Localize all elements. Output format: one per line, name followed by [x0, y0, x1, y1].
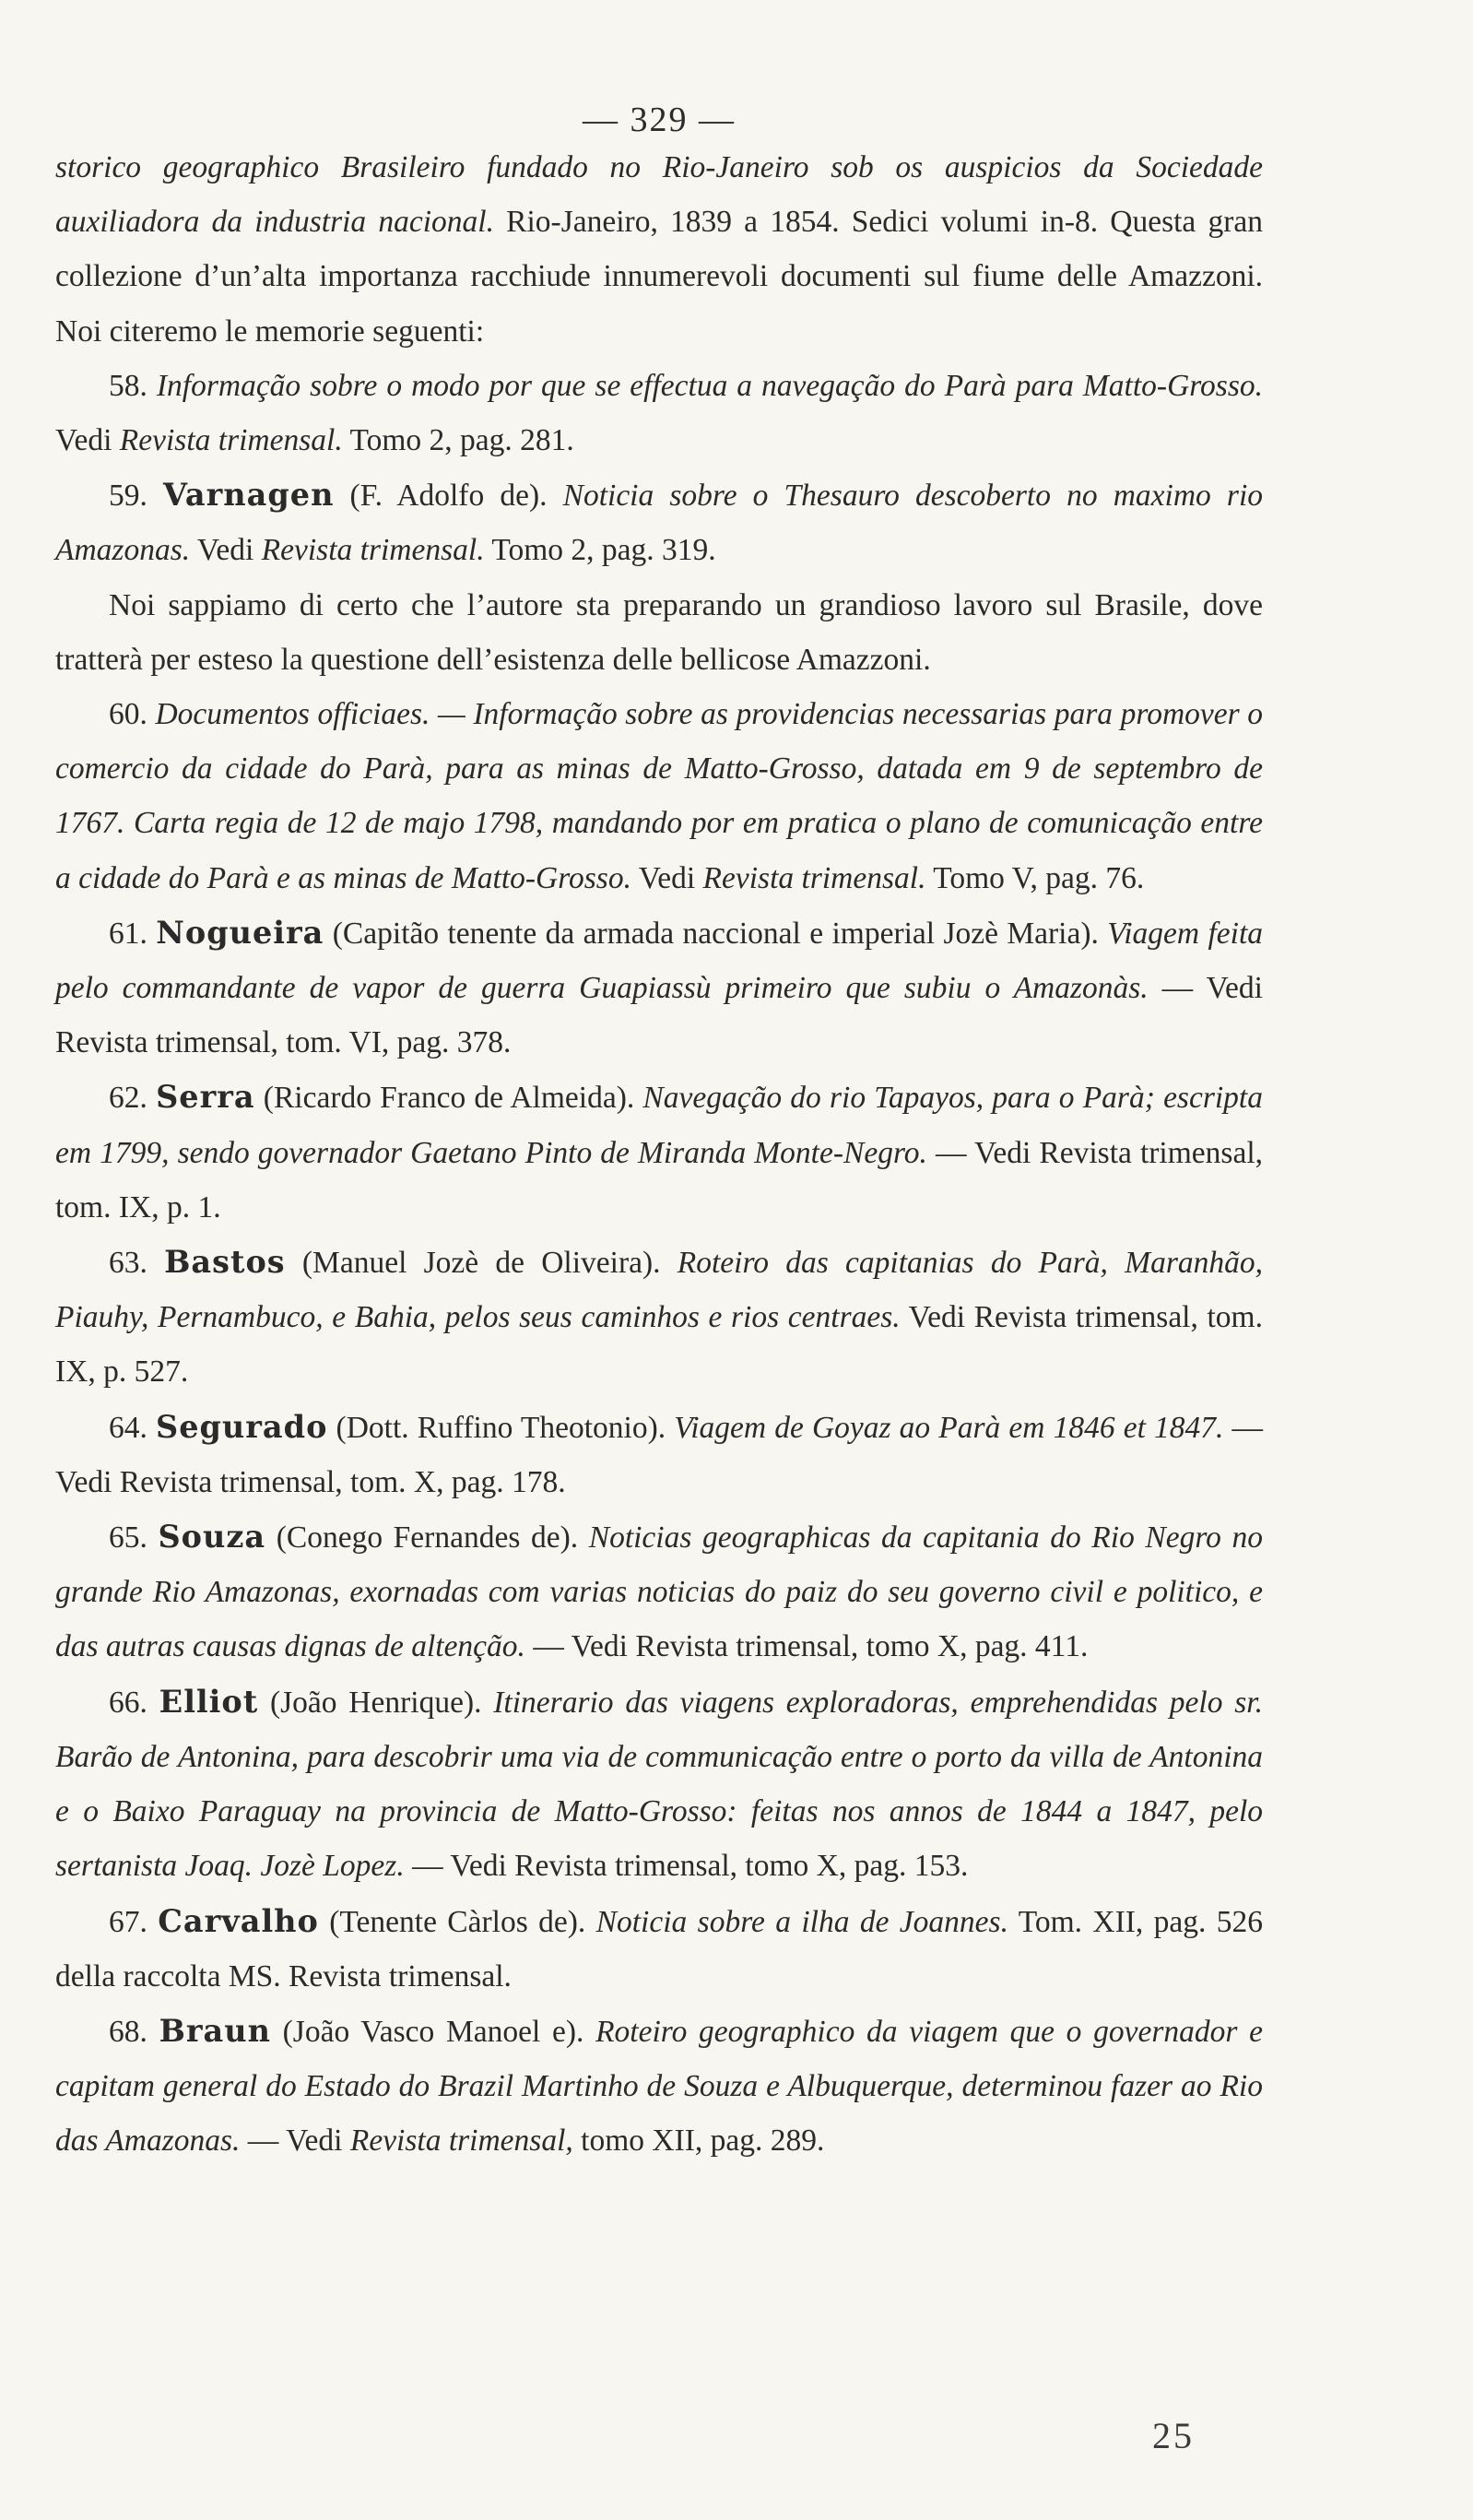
- text-run: — Vedi Revista trimensal, tom. IX, p. 1.: [55, 1135, 1264, 1225]
- text-run: (Capitão tenente da armada naccional e imperial Jozè Maria).: [324, 916, 1108, 951]
- page-number: — 329 —: [583, 101, 736, 139]
- italic-text: Revista trimensal.: [702, 860, 926, 895]
- author-name: Carvalho: [158, 1902, 319, 1939]
- author-name: Bastos: [164, 1244, 286, 1281]
- text-run: Vedi: [190, 533, 262, 568]
- paragraph: [55, 905, 1263, 1071]
- paragraph: [55, 1674, 1263, 1894]
- paragraph: [55, 140, 1263, 359]
- text-run: (F. Adolfo de).: [334, 479, 563, 514]
- italic-text: Itinerario das viagens exploradoras, emprehendidas pelo sr. Barão de Antonina, para descobrir uma via de communicação entre o porto da villa de Antonina e o Baixo Paraguay na provincia de Matto-Grosso: feitas nos annos de 1844 a 1847, pelo sertanista Joaq. Jozè Lopez.: [55, 1685, 1263, 1884]
- text-run: 59.: [109, 479, 163, 514]
- paragraph: [55, 1894, 1263, 2004]
- italic-text: Informação sobre o modo por que se effectua a navegação do Parà para Matto-Grosso.: [156, 368, 1263, 403]
- text-run: Noi sappiamo di certo che l’autore sta preparando un grandioso lavoro sul Brasile, dove tratterà per esteso la questione dell’esistenza delle bellicose Amazzoni.: [55, 587, 1263, 677]
- italic-text: Noticia sobre o Thesauro descoberto no maximo rio Amazonas.: [55, 479, 1264, 568]
- author-name: Souza: [158, 1519, 266, 1556]
- text-run: (João Vasco Manoel e).: [270, 2014, 596, 2049]
- text-run: — Vedi Revista trimensal, tomo X, pag. 153.: [404, 1849, 969, 1884]
- text-run: 63.: [109, 1246, 165, 1281]
- italic-text: Noticias geographicas da capitania do Rio Negro no grande Rio Amazonas, exornadas com varias noticias do paiz do seu governo civil e politico, e das autras causas dignas de altenção.: [55, 1520, 1264, 1664]
- text-run: 67.: [109, 1904, 159, 1939]
- text-run: (João Henrique).: [258, 1685, 494, 1720]
- text-run: 64.: [109, 1410, 156, 1445]
- text-run: 61.: [109, 916, 157, 951]
- text-run: (Ricardo Franco de Almeida).: [254, 1081, 643, 1116]
- italic-text: Noticia sobre a ilha de Joannes.: [595, 1904, 1008, 1939]
- text-run: — Vedi Revista trimensal, tom. VI, pag. 378.: [55, 971, 1263, 1060]
- paragraph: [55, 1070, 1263, 1235]
- text-run: Tomo V, pag. 76.: [925, 860, 1145, 895]
- signature-mark: 25: [1152, 2415, 1195, 2456]
- text-run: 60.: [109, 697, 156, 732]
- italic-text: Roteiro geographico da viagem que o governador e capitam general do Estado do Brazil Martinho de Souza e Albuquerque, determinou fazer ao Rio das Amazonas.: [55, 2014, 1263, 2159]
- italic-text: Documentos officiaes. — Informação sobre as providencias necessarias para promover o comercio da cidade do Parà, para as minas de Matto-Grosso, datada em 9 de septembro de 1767. Carta regia de 12 de majo 1798, mandando por em pratica o plano de comunicação entre a cidade do Parà e as minas de Matto-Grosso.: [55, 697, 1263, 895]
- text-run: — Vedi Revista trimensal, tomo X, pag. 411.: [524, 1629, 1089, 1664]
- text-run: Tom. XII, pag. 526 della raccolta MS. Revista trimensal.: [55, 1904, 1264, 1994]
- book-page: [55, 0, 1263, 2520]
- author-name: Elliot: [159, 1683, 259, 1720]
- text-run: — Vedi Revista trimensal, tom. X, pag. 178.: [55, 1410, 1263, 1499]
- text-run: Vedi: [55, 423, 120, 458]
- author-name: Varnagen: [163, 477, 335, 514]
- italic-text: Revista trimensal,: [349, 2124, 573, 2159]
- paragraph: [55, 687, 1263, 905]
- text-run: 65.: [109, 1520, 159, 1556]
- paragraph: [55, 467, 1263, 577]
- text-run: 68.: [109, 2014, 159, 2049]
- text-run: (Tenente Càrlos de).: [318, 1904, 596, 1939]
- paragraph: [55, 2004, 1263, 2169]
- paragraph: [55, 1509, 1263, 1674]
- author-name: Nogueira: [156, 914, 324, 951]
- text-run: — Vedi: [240, 2124, 350, 2159]
- text-run: Rio-Janeiro, 1839 a 1854. Sedici volumi in-8. Questa gran collezione d’un’alta importanza racchiude innumerevoli documenti sul fiume delle Amazzoni. Noi citeremo le memorie seguenti:: [55, 205, 1263, 349]
- page-text: [55, 140, 1263, 2169]
- italic-text: Roteiro das capitanias do Parà, Maranhão, Piauhy, Pernambuco, e Bahia, pelos seus caminhos e rios centraes.: [55, 1246, 1263, 1335]
- italic-text: storico geographico Brasileiro fundado no Rio-Janeiro sob os auspicios da Sociedade auxiliadora da industria nacional.: [55, 150, 1263, 240]
- text-run: Tomo 2, pag. 281.: [342, 423, 574, 458]
- author-name: Serra: [156, 1079, 255, 1116]
- text-run: 58.: [109, 368, 157, 403]
- text-run: tomo XII, pag. 289.: [572, 2124, 825, 2159]
- text-run: Tomo 2, pag. 319.: [484, 533, 716, 568]
- italic-text: Navegação do rio Tapayos, para o Parà; escripta em 1799, sendo governador Gaetano Pinto de Miranda Monte-Negro.: [55, 1081, 1263, 1170]
- author-name: Segurado: [156, 1408, 328, 1445]
- paragraph: [55, 578, 1263, 687]
- paragraph: [55, 359, 1263, 467]
- text-run: Vedi: [630, 860, 703, 895]
- text-run: (Manuel Jozè de Oliveira).: [285, 1246, 678, 1281]
- author-name: Braun: [159, 2012, 271, 2049]
- text-run: (Dott. Ruffino Theotonio).: [327, 1410, 675, 1445]
- text-run: 62.: [109, 1081, 157, 1116]
- text-run: 66.: [109, 1685, 159, 1720]
- italic-text: Revista trimensal.: [261, 533, 485, 568]
- text-run: (Conego Fernandes de).: [265, 1520, 589, 1556]
- italic-text: Viagem de Goyaz ao Parà em 1846 et 1847.: [674, 1410, 1224, 1445]
- italic-text: Revista trimensal.: [119, 423, 343, 458]
- italic-text: Viagem feita pelo commandante de vapor de guerra Guapiassù primeiro que subiu o Amazonàs.: [55, 916, 1264, 1006]
- paragraph: [55, 1235, 1263, 1400]
- paragraph: [55, 1400, 1263, 1509]
- text-run: Vedi Revista trimensal, tom. IX, p. 527.: [55, 1300, 1263, 1390]
